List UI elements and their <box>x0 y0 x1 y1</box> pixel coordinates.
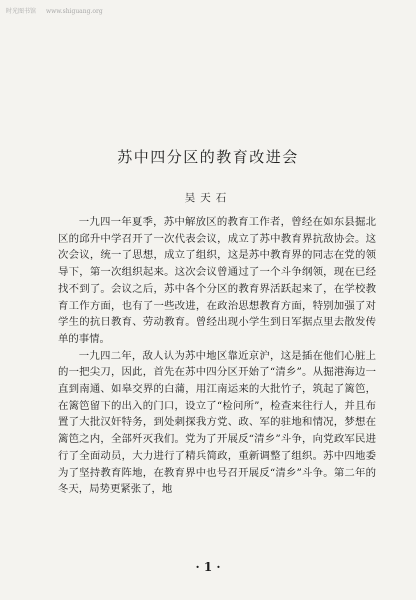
page-number: · 1 · <box>195 560 221 574</box>
paragraph: 一九四二年，敌人认为苏中地区靠近京沪，这是插在他们心脏上的一把尖刀，因此，首先在苏中四分区开始了“清乡”。从掘港海边一直到南通、如皋交界的白蒲，用江南运来的大批竹子，筑起了篱笆，在篱笆留下的出入的门口，设立了“检问所”，检查来往行人，并且布置了大批汉奸特务，到处刺探我方党、政、军的驻地和情况，梦想在篱笆之内，全部歼灭我们。党为了开展反“清乡”斗争，向党政军民进行了全面动员，大力进行了精兵简政，重新调整了组织。苏中四地委为了坚持教育阵地，在教育界中也号召开展反“清乡”斗争。第二年的冬天，局势更紧张了，地 <box>58 349 376 496</box>
watermark-site-name: 时光图书馆 <box>6 8 37 15</box>
watermark <box>6 8 103 16</box>
article-author: 吴天石 <box>184 192 232 204</box>
watermark-url: www.shiguang.org <box>46 8 103 15</box>
article-body <box>58 214 376 498</box>
article-title: 苏中四分区的教育改进会 <box>117 148 299 166</box>
paragraph: 一九四一年夏季，苏中解放区的教育工作者，曾经在如东县掘北区的邱升中学召开了一次代表会议，成立了苏中教育界抗敌协会。这次会议，统一了思想，成立了组织，这是苏中教育界的同志在党的领导下，第一次组织起来。这次会议曾通过了一个斗争纲领，现在已经找不到了。会议之后，苏中各个分区的教育界活跃起来了，在学校教育工作方面，也有了一些改进，在政治思想教育方面，特别加强了对学生的抗日教育、劳动教育。曾经出现小学生到日军据点里去散发传单的事情。 <box>58 216 376 345</box>
